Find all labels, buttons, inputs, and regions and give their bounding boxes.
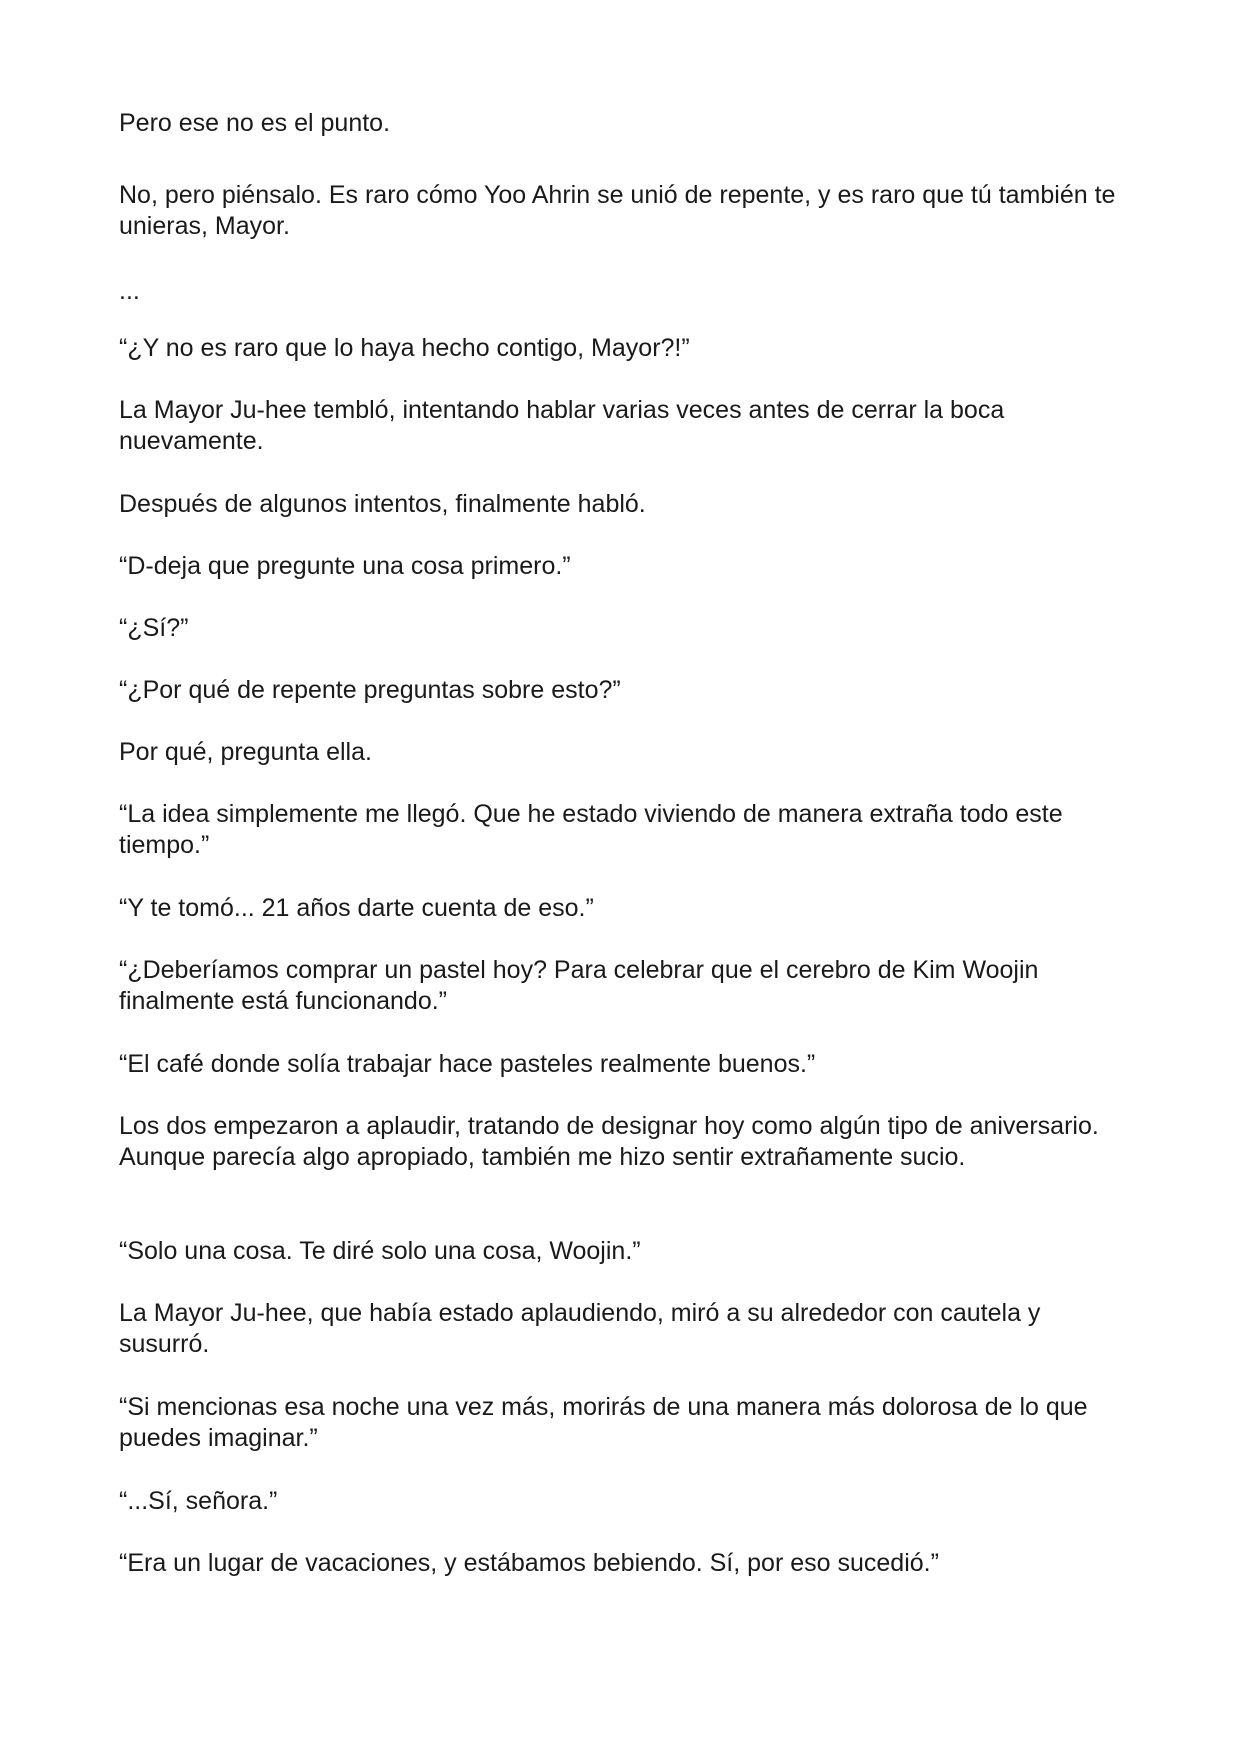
paragraph: “¿Por qué de repente preguntas sobre esto?” <box>119 676 621 704</box>
paragraph: No, pero piénsalo. Es raro cómo Yoo Ahrin se unió de repente, y es raro que tú también te unieras, Mayor. <box>119 181 1116 240</box>
paragraph: “Si mencionas esa noche una vez más, morirás de una manera más dolorosa de lo que puedes imaginar.” <box>119 1393 1088 1452</box>
paragraph: “El café donde solía trabajar hace pasteles realmente buenos.” <box>119 1050 816 1078</box>
paragraph: “La idea simplemente me llegó. Que he estado viviendo de manera extraña todo este tiempo.” <box>119 800 1063 859</box>
paragraph: Los dos empezaron a aplaudir, tratando de designar hoy como algún tipo de aniversario. Aunque parecía algo apropiado, también me hizo sentir extrañamente sucio. <box>119 1112 1099 1171</box>
paragraph: “Y te tomó... 21 años darte cuenta de eso.” <box>119 894 594 922</box>
paragraph: “...Sí, señora.” <box>119 1487 278 1515</box>
paragraph: La Mayor Ju-hee, que había estado aplaudiendo, miró a su alrededor con cautela y susurró. <box>119 1299 1041 1358</box>
paragraph: “Era un lugar de vacaciones, y estábamos bebiendo. Sí, por eso sucedió.” <box>119 1549 939 1577</box>
paragraph: Después de algunos intentos, finalmente habló. <box>119 490 646 518</box>
paragraph: “¿Deberíamos comprar un pastel hoy? Para celebrar que el cerebro de Kim Woojin finalmente está funcionando.” <box>119 956 1039 1015</box>
paragraph: “D-deja que pregunte una cosa primero.” <box>119 552 571 580</box>
paragraph: La Mayor Ju-hee tembló, intentando hablar varias veces antes de cerrar la boca nuevamente. <box>119 396 1005 455</box>
paragraph: “¿Sí?” <box>119 614 189 642</box>
paragraph: “Solo una cosa. Te diré solo una cosa, Woojin.” <box>119 1237 641 1265</box>
paragraph: ... <box>119 277 140 305</box>
paragraph: “¿Y no es raro que lo haya hecho contigo, Mayor?!” <box>119 334 690 362</box>
paragraph: Por qué, pregunta ella. <box>119 738 372 766</box>
paragraph: Pero ese no es el punto. <box>119 109 391 137</box>
